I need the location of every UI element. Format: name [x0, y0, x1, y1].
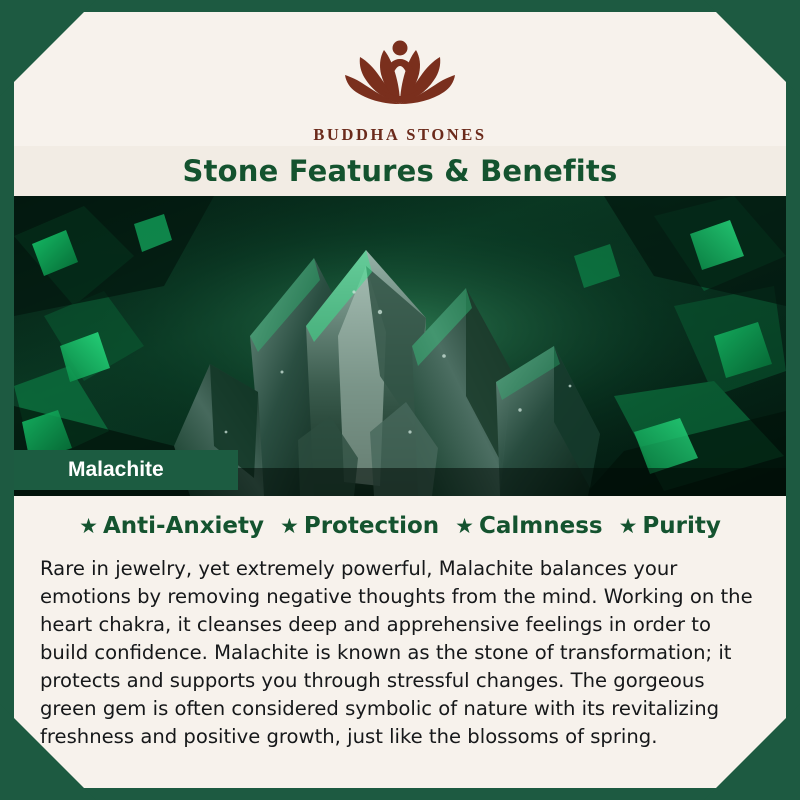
stone-description: Rare in jewelry, yet extremely powerful, Malachite balances your emotions by removing negative thoughts from the mind. Working on the heart chakra, it cleanses deep and apprehensive feelings in order to build confidence. Malachite is known as the stone of transformation; it protects and supports you through stressful changes. The gorgeous green gem is often considered symbolic of nature with its revitalizing freshness and positive growth, just like the blossoms of spring.: [40, 557, 753, 749]
benefit-label: Anti-Anxiety: [102, 513, 265, 539]
benefit-item: [619, 513, 721, 539]
star-icon: ★: [79, 513, 98, 538]
stone-name-label: Malachite: [14, 450, 238, 490]
page-title: Stone Features & Benefits: [182, 154, 618, 188]
brand-header: [14, 12, 786, 146]
benefits-list: [14, 496, 786, 549]
benefit-label: Purity: [642, 513, 721, 539]
title-band: [14, 146, 786, 196]
benefit-item: [280, 513, 439, 539]
star-icon: ★: [618, 513, 638, 538]
lotus-meditation-icon: [14, 30, 786, 121]
hero-image: [14, 196, 786, 496]
brand-name: BUDDHA STONES: [313, 125, 487, 144]
star-icon: ★: [455, 513, 474, 538]
benefit-item: [455, 513, 602, 539]
benefit-item: [79, 513, 264, 539]
benefit-label: Protection: [303, 513, 440, 539]
benefit-label: Calmness: [478, 513, 603, 539]
star-icon: ★: [280, 513, 299, 538]
content-card: [14, 12, 786, 788]
